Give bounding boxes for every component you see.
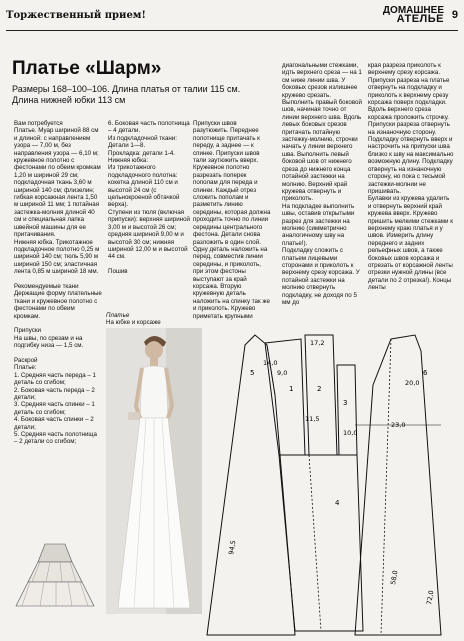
- sewing-patterns: [205, 335, 459, 637]
- piece-number-6: 6: [423, 369, 428, 377]
- size-line-1: Размеры 168–100–106. Длина платья от талии 115 см.: [12, 84, 241, 94]
- pattern-measurements: [227, 339, 435, 605]
- logo-top: ДОМАШНЕЕ: [382, 5, 444, 16]
- measure-9: 11,5: [305, 415, 320, 423]
- measure-10: 10,0: [343, 429, 358, 437]
- text-column-1: Вам потребуется Платье. Муар шириной 88 см и длиной: с направлением узора — 7,00 м, без направления узора — 6,10 м; кружевное полотно с фестонами по обеим кромкам 1,20 м шириной 29 см; подкладочная ткань 3,60 м шириной 140 см; флизелин; гибкая корсажная лента 1,50 м шириной 11 мм; 1 потайная застежка-молния длиной 40 см и специальная лапка швейной машины для ее притачивания. Нижняя юбка. Трикотажное подкладочное полотно 0,25 м шириной 140 см; тюль 5,90 м шириной 150 см; эластичная лента 0,85 м шириной 18 мм. Рекомендуемые ткани Держащие форму плательные ткани и кружевное полотно с фестонами по обеим кромкам. Припуски На швы, по срезам и на подгибку низа — 1,5 см. Раскрой Платье: 1. Средняя часть переда – 1 деталь со сгибом; 2. Боковая часть переда – 2 детали; 3. Средняя часть спинки – 1 деталь со сгибом; 4. Боковая часть спинки – 2 детали; 5. Средняя часть полотнища – 2 детали со сгибом;: [14, 120, 102, 446]
- caption-text: На юбке и корсаже: [106, 319, 161, 327]
- caption-title: Платье: [106, 312, 130, 319]
- petticoat-diagram: [10, 540, 100, 610]
- size-info: [12, 84, 240, 106]
- piece-number-2: 2: [317, 385, 322, 393]
- logo-bottom: АТЕЛЬЕ: [396, 13, 444, 25]
- model-photo: [106, 328, 202, 614]
- piece-number-4: 4: [335, 499, 340, 507]
- measure-3: 9,0: [277, 369, 288, 377]
- article-title: Платье «Шарм»: [12, 58, 162, 79]
- measure-1: 17,2: [310, 339, 325, 347]
- page-number: 9: [451, 9, 458, 21]
- piece-number-5: 5: [250, 369, 255, 377]
- magazine-logo: [383, 6, 444, 24]
- measure-5: 20,0: [405, 379, 420, 387]
- measure-7: 58,0: [389, 569, 400, 586]
- petticoat-sketch: [10, 540, 100, 610]
- measure-6: 72,0: [425, 589, 436, 606]
- text-column-4: диагональными стежками, идть верхнего среза — на 1 см ниже линии шва. У боковых срезов излишнее кружево срезать. Выполнить правый боковой шов, начиная точно от линии верхнего шва. Вдоль левых боковых срезов притачать потайную застежку-молнию, строчки начать у линии верхнего шва. Выполнить левый боковой шов от нижнего среза до нижнего конца потайной застежки на молнию. Верхний край кружева отвернуть и приколоть. На подкладке выполнить швы, оставив открытыми разрез для застежки на молнию (симметрично аналогичному шву на платье!). Подкладку сложить с платьем лицевыми сторонами и приколоть к верхнему срезу корсажа. У потайной застежки на молнию отвернуть подкладку, не доходя по 5 мм до: [282, 62, 362, 306]
- measure-4: 23,0: [391, 421, 406, 429]
- page-header: [6, 6, 458, 31]
- measure-8: 94,5: [227, 539, 238, 556]
- measure-2: 14,0: [263, 359, 278, 367]
- section-title: Торжественный прием!: [6, 10, 146, 21]
- text-column-3: Припуски швов разутюжить. Переднее полотнище притачать к переду, а заднее — к спинке. Припуски швов тали заутюжить вверх. Кружевное полотно разрезать поперек пополам для переда и спинки. Каждый отрез сложить пополам и разметить линию середины, которая должна проходить точно по линии середины центрального фестона. Детали снова разложить в один слой. Одну деталь наложить на перед, совместив линии середины, и приколоть, при этом фестоны выступают за край корсажа. Вторую кружевную деталь наложить на спинку так же и приколоть. Кружево приметать крупными: [193, 120, 271, 320]
- pattern-pieces: [205, 335, 459, 637]
- dress-photo-illustration: [106, 328, 202, 614]
- piece-number-3: 3: [343, 399, 348, 407]
- text-column-2: 6. Боковая часть полотнища – 4 детали. Из подкладочной ткани: Детали 1—8. Прокладка: детали 1-4. Нижняя юбка: Из трикотажного подкладочного полотна: кокетка длиной 110 см и высотой 24 см (с цельнокроеной обтачкой верха). Ступени из тюля (включая припуски): верхняя шириной 3,00 м и высотой 26 см; средняя шириной 9,00 м и высотой 30 см; нижняя шириной 12,00 м и высотой 44 см. Пошив: [108, 120, 190, 276]
- size-line-2: Длина нижней юбки 113 см: [12, 95, 126, 105]
- piece-number-1: 1: [289, 385, 294, 393]
- text-column-5: края разреза приколоть к верхнему срезу корсажа. Припуски разреза на платье отвернуть на подкладку и приколоть к верхнему срезу корсажа поверх подкладки. Вдоль верхнего среза корсажа проложить строчку. Припуски разреза отвернуть на изнаночную сторону. Подкладку отвернуть вверх и настрочить на припуски шва близко к шву на максимально возможную длину. Подкладку отвернуть на изнаночную сторону, но пока с тесьмой застежки-молнии не пришивать. Булавки из кружева удалить и отвернуть верхний край кружева вверх. Кружево пришить мелкими стежками к верхнему краю платья и у швов. Измерить длину переднего и задних рельефных швов, а также боковых швов корсажа и отрезать от корсажной ленты отрезки нужной длины (все детали по 2 отрезка!). Концы ленты: [368, 62, 454, 292]
